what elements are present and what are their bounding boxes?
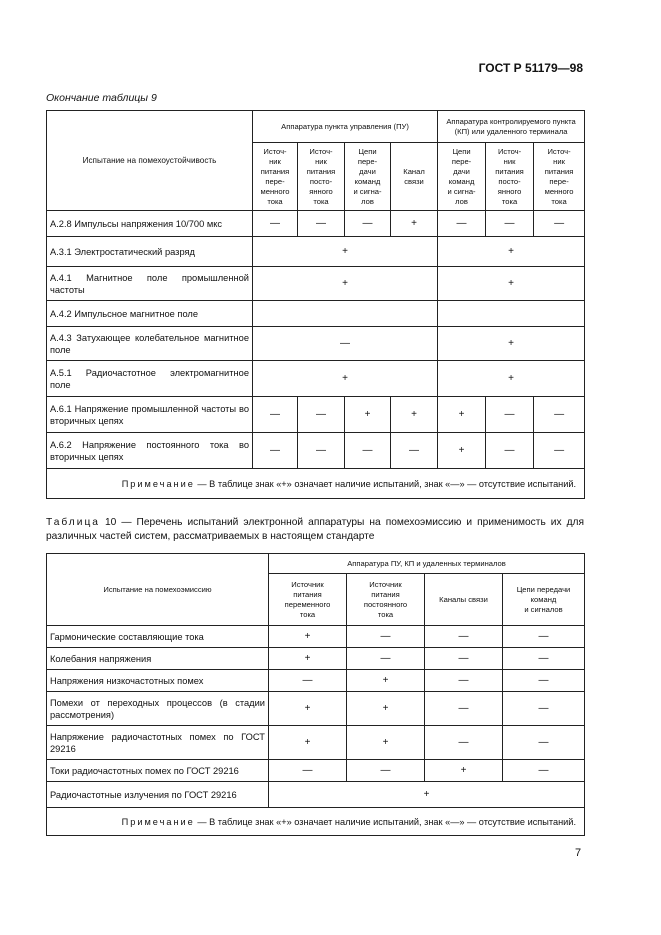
cell-value-pu: + — [253, 361, 438, 397]
cell-value: — — [347, 760, 425, 782]
t9-group-kp: Аппаратура контролируемого пункта (КП) или удаленного терминала — [438, 111, 585, 143]
cell-value: + — [347, 670, 425, 692]
table-row — [47, 301, 585, 327]
t9-test-header: Испытание на помехоустойчивость — [47, 111, 253, 211]
cell-value: — — [391, 433, 438, 469]
row-label: А.6.1 Напряжение промышленной частоты во вторичных цепях — [47, 397, 253, 433]
cell-value: — — [425, 626, 503, 648]
table-row — [47, 397, 585, 433]
cell-value: — — [253, 211, 298, 237]
cell-value: + — [345, 397, 391, 433]
cell-value: — — [269, 670, 347, 692]
row-label: Гармонические составляющие тока — [47, 626, 269, 648]
t10-group: Аппаратура ПУ, КП и удаленных терминалов — [269, 554, 585, 574]
cell-value: — — [438, 211, 486, 237]
table-row — [47, 361, 585, 397]
t9-subheader: Источ- ник питания пере- менного тока — [534, 143, 585, 211]
cell-value: — — [253, 397, 298, 433]
cell-value: — — [253, 433, 298, 469]
cell-value: — — [425, 726, 503, 760]
table9-caption: Окончание таблицы 9 — [46, 92, 157, 104]
table-row — [47, 648, 585, 670]
cell-value: — — [345, 211, 391, 237]
table-row — [47, 626, 585, 648]
table-row — [47, 433, 585, 469]
row-label: А.4.2 Импульсное магнитное поле — [47, 301, 253, 327]
row-label: А.5.1 Радиочастотное электромагнитное поле — [47, 361, 253, 397]
row-label: Радиочастотные излучения по ГОСТ 29216 — [47, 782, 269, 808]
document-code: ГОСТ Р 51179—98 — [478, 61, 583, 75]
row-label: Напряжение радиочастотных помех по ГОСТ 29216 — [47, 726, 269, 760]
cell-value: + — [438, 433, 486, 469]
cell-value: + — [269, 692, 347, 726]
cell-value: — — [345, 433, 391, 469]
cell-value: + — [269, 648, 347, 670]
t9-subheader: Цепи пере- дачи команд и сигна- лов — [438, 143, 486, 211]
row-label: Помехи от переходных процессов (в стадии рассмотрения) — [47, 692, 269, 726]
cell-value: + — [347, 692, 425, 726]
cell-value: + — [269, 726, 347, 760]
t9-subheader: Источ- ник питания пере- менного тока — [253, 143, 298, 211]
table-row — [47, 760, 585, 782]
table-row — [47, 237, 585, 267]
cell-value-pu — [253, 301, 438, 327]
cell-value-kp: + — [438, 327, 585, 361]
t10-subheader: Цепи передачи команд и сигналов — [503, 574, 585, 626]
t10-subheader: Каналы связи — [425, 574, 503, 626]
cell-value: — — [486, 433, 534, 469]
t10-subheader: Источник питания постоянного тока — [347, 574, 425, 626]
cell-value: — — [503, 648, 585, 670]
row-label: А.2.8 Импульсы напряжения 10/700 мкс — [47, 211, 253, 237]
cell-value-kp — [438, 301, 585, 327]
row-label: А.6.2 Напряжение постоянного тока во вторичных цепях — [47, 433, 253, 469]
cell-value: + — [391, 397, 438, 433]
cell-value: — — [486, 397, 534, 433]
table-row — [47, 267, 585, 301]
table-10 — [46, 553, 585, 836]
row-label: А.3.1 Электростатический разряд — [47, 237, 253, 267]
table10-caption: Таблица 10 — Перечень испытаний электронной аппаратуры на помехоэмиссию и применимость их для различных частей систем, рассматриваемых в настоящем стандарте — [46, 517, 584, 542]
cell-value-kp: + — [438, 237, 585, 267]
cell-value: — — [534, 433, 585, 469]
t9-subheader: Источ- ник питания посто- янного тока — [486, 143, 534, 211]
cell-value: + — [347, 726, 425, 760]
page-number: 7 — [575, 847, 582, 859]
table-row — [47, 211, 585, 237]
cell-value: — — [425, 692, 503, 726]
cell-value: — — [503, 626, 585, 648]
t10-test-header: Испытание на помехоэмиссию — [47, 554, 269, 626]
table-row — [47, 726, 585, 760]
table-row — [47, 782, 585, 808]
cell-value: — — [298, 211, 345, 237]
cell-value-kp: + — [438, 361, 585, 397]
cell-value: + — [391, 211, 438, 237]
cell-value: — — [534, 211, 585, 237]
t10-note: Примечание — В таблице знак «+» означает наличие испытаний, знак «—» — отсутствие испытаний. — [47, 808, 585, 836]
cell-value-kp: + — [438, 267, 585, 301]
table-row — [47, 670, 585, 692]
cell-value: — — [347, 648, 425, 670]
row-label: А.4.3 Затухающее колебательное магнитное поле — [47, 327, 253, 361]
table-row — [47, 327, 585, 361]
cell-value: — — [298, 433, 345, 469]
row-label: Токи радиочастотных помех по ГОСТ 29216 — [47, 760, 269, 782]
cell-value: — — [425, 648, 503, 670]
cell-value: + — [269, 626, 347, 648]
cell-value: — — [298, 397, 345, 433]
cell-value: — — [425, 670, 503, 692]
cell-value: — — [503, 726, 585, 760]
cell-value: — — [269, 760, 347, 782]
cell-value: + — [438, 397, 486, 433]
row-label: А.4.1 Магнитное поле промышленной частоты — [47, 267, 253, 301]
cell-value: — — [534, 397, 585, 433]
t9-subheader: Цепи пере- дачи команд и сигна- лов — [345, 143, 391, 211]
t10-subheader: Источник питания переменного тока — [269, 574, 347, 626]
t9-subheader: Источ- ник питания посто- янного тока — [298, 143, 345, 211]
cell-value: + — [425, 760, 503, 782]
cell-value: — — [503, 670, 585, 692]
cell-value: — — [503, 692, 585, 726]
cell-value: — — [486, 211, 534, 237]
cell-value: — — [503, 760, 585, 782]
t9-note: Примечание — В таблице знак «+» означает наличие испытаний, знак «—» — отсутствие испытаний. — [47, 469, 585, 499]
row-label: Колебания напряжения — [47, 648, 269, 670]
t9-group-pu: Аппаратура пункта управления (ПУ) — [253, 111, 438, 143]
table-row — [47, 692, 585, 726]
cell-value: — — [347, 626, 425, 648]
cell-value-pu: + — [253, 267, 438, 301]
row-label: Напряжения низкочастотных помех — [47, 670, 269, 692]
table-9 — [46, 110, 585, 499]
cell-value-pu: — — [253, 327, 438, 361]
t9-subheader: Канал связи — [391, 143, 438, 211]
cell-value-all: + — [269, 782, 585, 808]
cell-value-pu: + — [253, 237, 438, 267]
